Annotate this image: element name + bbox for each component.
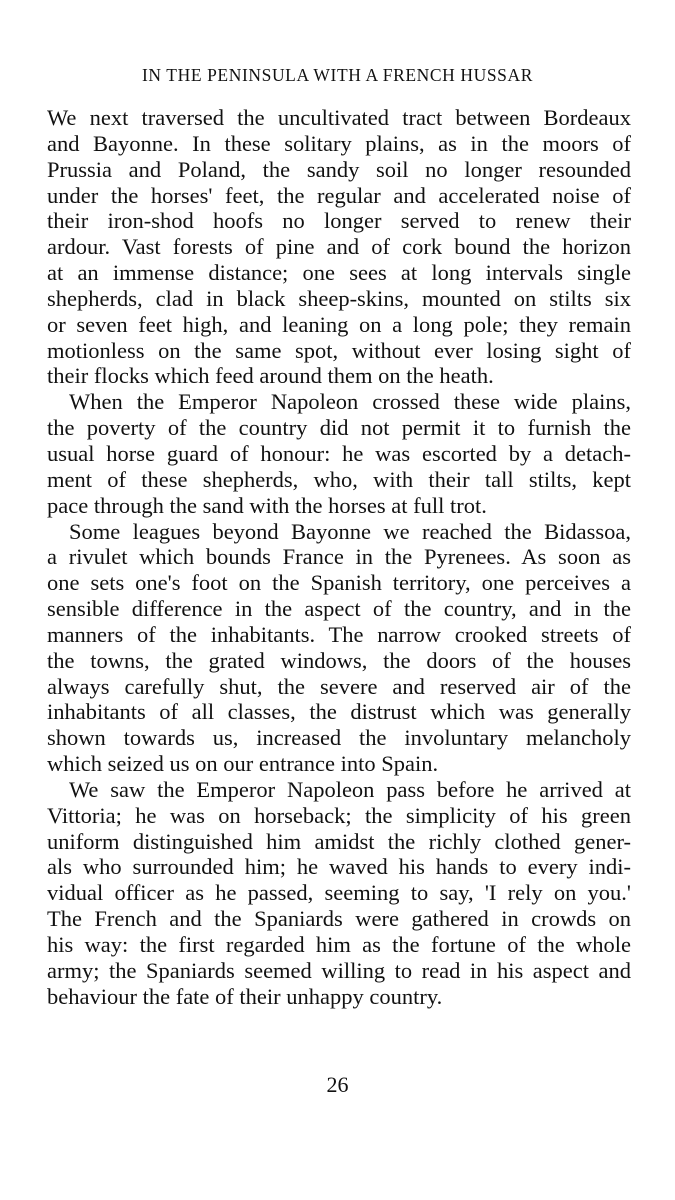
text-line: ardour. Vast forests of pine and of cork bound the horizon: [47, 234, 631, 260]
text-line: als who surrounded him; he waved his hands to every indi-: [47, 854, 631, 880]
text-line: under the horses' feet, the regular and accelerated noise of: [47, 182, 631, 208]
text-line: Prussia and Poland, the sandy soil no longer resounded: [47, 156, 631, 182]
text-line: motionless on the same spot, without ever losing sight of: [47, 337, 631, 363]
text-line: sensible difference in the aspect of the country, and in the: [47, 596, 631, 622]
page-number: 26: [326, 1072, 349, 1097]
text-line: When the Emperor Napoleon crossed these wide plains,: [69, 389, 631, 415]
text-line: We next traversed the uncultivated tract between Bordeaux: [47, 105, 631, 130]
text-line: pace through the sand with the horses at full trot.: [47, 492, 487, 518]
text-line: and Bayonne. In these solitary plains, as in the moors of: [47, 130, 631, 156]
text-line: The French and the Spaniards were gathered in crowds on: [47, 906, 631, 932]
text-line: or seven feet high, and leaning on a long pole; they remain: [47, 311, 631, 337]
text-line: their flocks which feed around them on the heath.: [47, 363, 494, 389]
text-line: the towns, the grated windows, the doors of the houses: [47, 647, 631, 673]
text-line: their iron-shod hoofs no longer served to renew their: [47, 208, 631, 234]
paragraph: [47, 389, 631, 518]
paragraph: [47, 519, 631, 777]
text-line: uniform distinguished him amidst the richly clothed gener-: [47, 828, 631, 854]
paragraph: [47, 105, 631, 389]
running-head: IN THE PENINSULA WITH A FRENCH HUSSAR: [141, 65, 534, 85]
text-line: shown towards us, increased the involuntary melancholy: [47, 725, 631, 751]
text-line: shepherds, clad in black sheep-skins, mounted on stilts six: [47, 285, 631, 311]
text-line: vidual officer as he passed, seeming to say, 'I rely on you.': [47, 880, 631, 906]
paragraph: [47, 777, 631, 1010]
text-line: usual horse guard of honour: he was escorted by a detach-: [47, 440, 631, 466]
text-line: behaviour the fate of their unhappy country.: [47, 983, 443, 1009]
text-line: at an immense distance; one sees at long intervals single: [47, 260, 631, 286]
text-line: a rivulet which bounds France in the Pyrenees. As soon as: [47, 544, 631, 570]
text-line: Vittoria; he was on horseback; the simplicity of his green: [47, 802, 631, 828]
text-line: which seized us on our entrance into Spain.: [47, 751, 439, 777]
text-line: inhabitants of all classes, the distrust which was generally: [47, 699, 631, 725]
text-line: ment of these shepherds, who, with their tall stilts, kept: [47, 466, 631, 492]
text-line: manners of the inhabitants. The narrow crooked streets of: [47, 621, 631, 647]
text-line: army; the Spaniards seemed willing to read in his aspect and: [47, 957, 631, 983]
text-line: his way: the first regarded him as the fortune of the whole: [47, 932, 631, 957]
text-line: We saw the Emperor Napoleon pass before he arrived at: [69, 776, 631, 802]
text-line: one sets one's foot on the Spanish territory, one perceives a: [47, 570, 631, 596]
text-line: the poverty of the country did not permit it to furnish the: [47, 415, 631, 441]
text-line: always carefully shut, the severe and reserved air of the: [47, 673, 631, 699]
body-text: [47, 105, 631, 1010]
text-line: Some leagues beyond Bayonne we reached the Bidassoa,: [69, 518, 631, 544]
